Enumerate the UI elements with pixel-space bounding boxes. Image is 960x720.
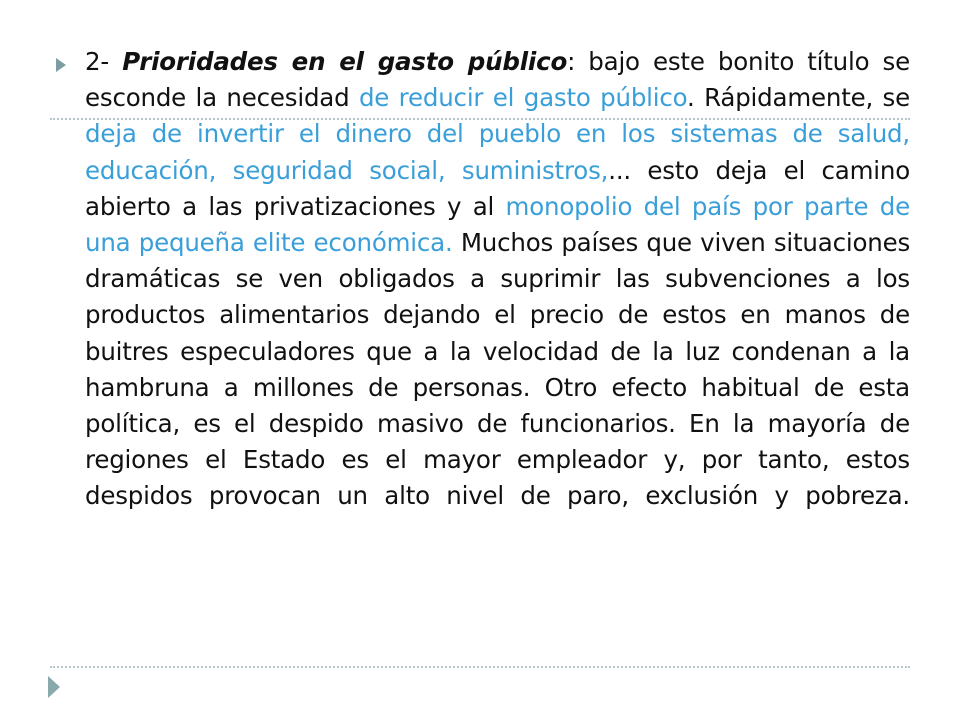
- highlight-text: de reducir el gasto público: [358, 83, 688, 113]
- text-run: : bajo este bonito título se esconde la necesidad: [85, 47, 910, 113]
- highlight-text: deja de invertir el dinero del pueblo en los sistemas de salud, educación, seguridad social, suministros,: [85, 119, 910, 185]
- text-run: 2-: [85, 47, 123, 76]
- text-run: Muchos países que viven situaciones dramáticas se ven obligados a suprimir las subvenciones a los productos alimentarios dejando el precio de estos en manos de buitres especuladores que a la velocidad de la luz condenan a la hambruna a millones de personas. Otro efecto habitual de esta política, es el despido masivo de funcionarios. En la mayoría de regiones el Estado es el mayor empleador y, por tanto, estos despidos provocan un alto nivel de paro, exclusión y pobreza.: [85, 228, 911, 511]
- dotted-divider-bottom: [50, 666, 910, 668]
- highlight-text: monopolio del país por parte de una pequeña elite económica.: [85, 191, 910, 258]
- text-run: . Rápidamente, se: [687, 83, 910, 113]
- text-run: ... esto deja el camino abierto a las privatizaciones y al: [85, 155, 910, 221]
- triangle-bullet-icon: [56, 58, 66, 72]
- chevron-right-icon: [48, 676, 60, 698]
- paragraph: [85, 44, 910, 515]
- emphasis-title: Prioridades en el gasto público: [122, 47, 568, 76]
- slide-body: [85, 44, 910, 515]
